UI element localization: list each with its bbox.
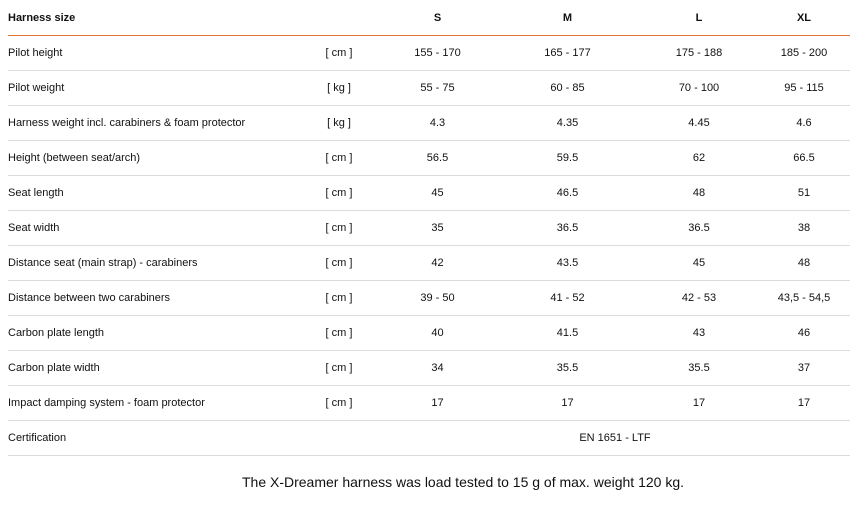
row-label: Height (between seat/arch) xyxy=(8,141,298,176)
row-label: Impact damping system - foam protector xyxy=(8,386,298,421)
row-label: Distance seat (main strap) - carabiners xyxy=(8,246,298,281)
row-value-xl: 46 xyxy=(758,316,850,351)
table-row xyxy=(8,386,850,421)
harness-size-table xyxy=(8,0,850,456)
table-row xyxy=(8,281,850,316)
header-size-s: S xyxy=(380,0,495,36)
row-value-xl: 43,5 - 54,5 xyxy=(758,281,850,316)
row-label: Carbon plate width xyxy=(8,351,298,386)
row-value-l: 175 - 188 xyxy=(640,36,758,71)
row-label: Harness weight incl. carabiners & foam protector xyxy=(8,106,298,141)
row-value-m: 59.5 xyxy=(495,141,640,176)
table-row xyxy=(8,176,850,211)
row-value-s: 4.3 xyxy=(380,106,495,141)
row-value-m: 17 xyxy=(495,386,640,421)
row-value-l: 45 xyxy=(640,246,758,281)
row-value-s: 35 xyxy=(380,211,495,246)
header-size-m: M xyxy=(495,0,640,36)
row-label: Pilot weight xyxy=(8,71,298,106)
row-value-s: 34 xyxy=(380,351,495,386)
row-unit: [ cm ] xyxy=(298,351,380,386)
row-value-m: 35.5 xyxy=(495,351,640,386)
row-unit: [ cm ] xyxy=(298,386,380,421)
row-unit: [ cm ] xyxy=(298,36,380,71)
row-label: Seat width xyxy=(8,211,298,246)
certification-row xyxy=(8,421,850,456)
row-unit: [ cm ] xyxy=(298,176,380,211)
table-row xyxy=(8,211,850,246)
row-value-l: 17 xyxy=(640,386,758,421)
row-unit: [ cm ] xyxy=(298,246,380,281)
header-size-xl: XL xyxy=(758,0,850,36)
row-unit: [ cm ] xyxy=(298,141,380,176)
row-value-l: 48 xyxy=(640,176,758,211)
row-value-l: 43 xyxy=(640,316,758,351)
row-value-xl: 4.6 xyxy=(758,106,850,141)
harness-size-table-container xyxy=(8,0,850,456)
row-value-xl: 17 xyxy=(758,386,850,421)
table-row xyxy=(8,71,850,106)
row-value-m: 165 - 177 xyxy=(495,36,640,71)
row-label: Seat length xyxy=(8,176,298,211)
load-test-footnote: The X-Dreamer harness was load tested to 15 g of max. weight 120 kg. xyxy=(241,474,684,490)
certification-label: Certification xyxy=(8,421,298,456)
table-header-row xyxy=(8,0,850,36)
row-value-l: 62 xyxy=(640,141,758,176)
row-unit: [ kg ] xyxy=(298,106,380,141)
row-unit: [ cm ] xyxy=(298,211,380,246)
table-row xyxy=(8,316,850,351)
row-label: Carbon plate length xyxy=(8,316,298,351)
row-value-s: 56.5 xyxy=(380,141,495,176)
row-unit: [ cm ] xyxy=(298,281,380,316)
row-value-xl: 51 xyxy=(758,176,850,211)
certification-unit-spacer xyxy=(298,421,380,456)
row-value-xl: 38 xyxy=(758,211,850,246)
row-unit: [ kg ] xyxy=(298,71,380,106)
row-value-s: 17 xyxy=(380,386,495,421)
row-value-s: 155 - 170 xyxy=(380,36,495,71)
row-value-m: 43.5 xyxy=(495,246,640,281)
row-value-l: 4.45 xyxy=(640,106,758,141)
row-value-s: 39 - 50 xyxy=(380,281,495,316)
table-row xyxy=(8,246,850,281)
row-value-m: 41 - 52 xyxy=(495,281,640,316)
row-value-s: 45 xyxy=(380,176,495,211)
row-value-m: 4.35 xyxy=(495,106,640,141)
row-value-m: 41.5 xyxy=(495,316,640,351)
row-value-xl: 185 - 200 xyxy=(758,36,850,71)
row-value-xl: 95 - 115 xyxy=(758,71,850,106)
header-unit-spacer xyxy=(298,0,380,36)
header-label: Harness size xyxy=(8,0,298,36)
row-label: Distance between two carabiners xyxy=(8,281,298,316)
row-value-s: 55 - 75 xyxy=(380,71,495,106)
row-value-xl: 66.5 xyxy=(758,141,850,176)
table-row xyxy=(8,36,850,71)
row-value-m: 60 - 85 xyxy=(495,71,640,106)
row-unit: [ cm ] xyxy=(298,316,380,351)
row-value-l: 70 - 100 xyxy=(640,71,758,106)
row-value-m: 46.5 xyxy=(495,176,640,211)
row-value-xl: 48 xyxy=(758,246,850,281)
row-value-l: 35.5 xyxy=(640,351,758,386)
certification-value: EN 1651 - LTF xyxy=(380,421,850,456)
row-value-l: 36.5 xyxy=(640,211,758,246)
row-value-m: 36.5 xyxy=(495,211,640,246)
row-value-l: 42 - 53 xyxy=(640,281,758,316)
header-size-l: L xyxy=(640,0,758,36)
table-row xyxy=(8,351,850,386)
table-row xyxy=(8,141,850,176)
row-value-s: 42 xyxy=(380,246,495,281)
row-value-s: 40 xyxy=(380,316,495,351)
table-row xyxy=(8,106,850,141)
row-value-xl: 37 xyxy=(758,351,850,386)
row-label: Pilot height xyxy=(8,36,298,71)
